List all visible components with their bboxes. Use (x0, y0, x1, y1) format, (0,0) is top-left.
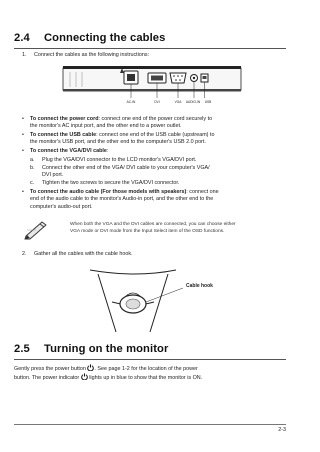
paragraph-line: button. The power indicator lights up in blue to show that the monitor is ON. (14, 375, 203, 382)
list-item-usb: To connect the USB cable: connect one end of the USB cable (upstream) to (30, 132, 215, 138)
sub-step-letter: a. (30, 156, 35, 163)
sub-step-text: Connect the other end of the VGA/ DVI cable to your computer's VGA/ (42, 164, 210, 171)
list-item-audio: To connect the audio cable (For those models with speakers): connect one (30, 189, 219, 195)
bullet-marker: • (22, 189, 24, 195)
audio-in-port-icon (191, 75, 198, 82)
cable-hook-diagram (86, 262, 226, 336)
heading-underline (14, 48, 286, 49)
list-item-power: To connect the power cord: connect one end of the power cord securely to (30, 116, 213, 122)
bullet-marker: • (22, 148, 24, 154)
list-item-audio-cont: end of the audio cable to the monitor's Audio-in port, and the other end to the (30, 196, 214, 203)
step-1 (22, 52, 149, 59)
note-text (70, 222, 286, 235)
section-title: Turning on the monitor (44, 343, 169, 355)
sub-step-letter: b. (30, 164, 35, 171)
cable-hook-label: Cable hook (186, 283, 213, 289)
heading-underline (14, 359, 286, 360)
port-labels (127, 100, 212, 104)
cable-hook-leader (146, 288, 183, 302)
power-indicator-icon (81, 373, 88, 380)
note-line: VGA mode or DVI mode from the Input Select item of the OSD functions. (70, 228, 225, 234)
list-item-vga-dvi: To connect the VGA/DVI cable: (30, 148, 109, 154)
note-line: When both the VGA and the DVI cables are connected, you can choose either (70, 222, 236, 227)
sub-step-text-cont: DVI port. (42, 171, 64, 178)
sub-step-text: Plug the VGA/DVI connector to the LCD monitor's VGA/DVI port. (42, 156, 197, 163)
list-item-audio-cont: computer's audio-out port. (30, 203, 93, 210)
sub-step-text: Tighten the two screws to secure the VGA/DVI connector. (42, 180, 180, 186)
note-pencil-icon (24, 220, 50, 240)
section-number: 2.5 (14, 343, 30, 355)
section-heading-turning-on (14, 343, 168, 355)
list-item-usb-cont: the monitor's USB port, and the other end to the computer's USB 2.0 port. (30, 139, 206, 146)
step-number: 1. (22, 52, 27, 58)
cable-hook-ring (120, 293, 146, 313)
vga-label: VGA (174, 100, 182, 104)
bullet-marker: • (22, 116, 24, 122)
step-text: Connect the cables as the following instructions: (34, 52, 150, 58)
footer-rule (14, 424, 286, 425)
bullet-list (22, 116, 284, 236)
usb-port-icon (201, 74, 208, 82)
bullet-marker: • (22, 132, 24, 138)
paragraph-line: Gently press the power button . See page 1-2 for the location of the power (14, 366, 198, 372)
section-number: 2.4 (14, 32, 30, 44)
usb-label: USB (204, 100, 212, 104)
section-heading-connecting (14, 32, 165, 44)
list-item-power-cont: the monitor's AC input port, and the other end to a power outlet. (30, 123, 182, 130)
turn-on-paragraph (14, 364, 288, 383)
dvi-label: DVI (154, 100, 160, 104)
section-title: Connecting the cables (44, 32, 166, 44)
step-2 (22, 251, 133, 258)
vga-port-icon (170, 73, 186, 83)
page-number: 2-3 (278, 427, 286, 433)
sub-step-letter: c. (30, 180, 35, 186)
rear-panel-diagram (62, 62, 244, 110)
audio-in-label: AUDIO-IN (185, 100, 201, 104)
step-text: Gather all the cables with the cable hook. (34, 251, 133, 257)
ac-in-label: AC-IN (126, 100, 136, 104)
step-number: 2. (22, 251, 27, 257)
dvi-port-icon (148, 73, 166, 83)
